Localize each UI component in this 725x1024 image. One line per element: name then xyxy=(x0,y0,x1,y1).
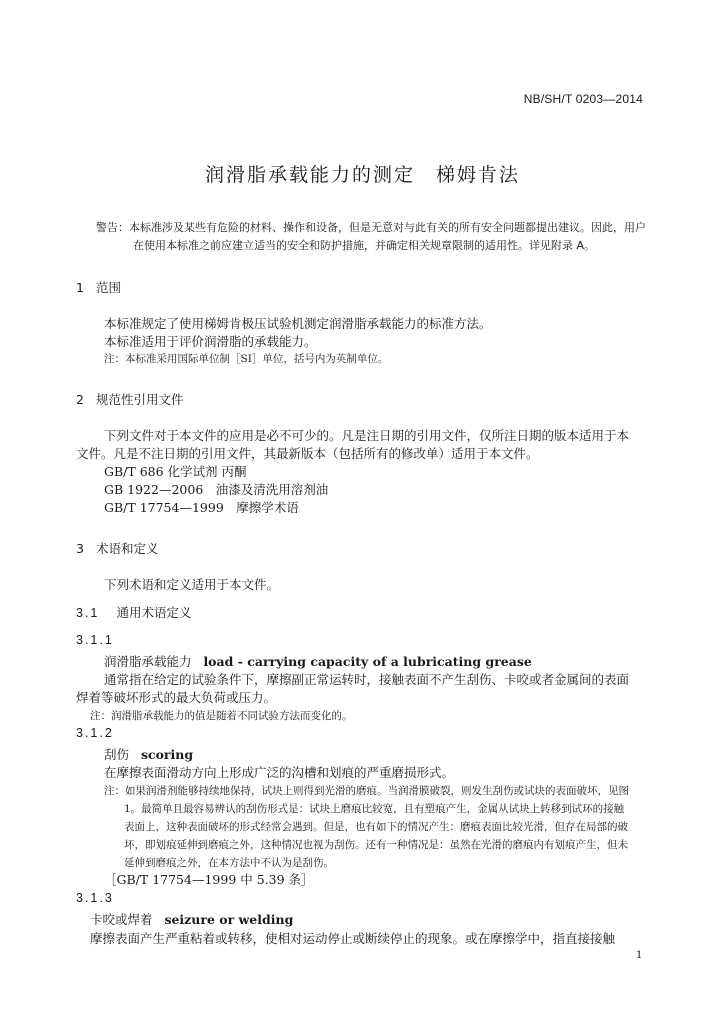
clause-3-1-1-definition-line-1: 通常指在给定的试验条件下，摩擦副正常运转时，接触表面不产生刮伤、卡咬或者金属间的表面 xyxy=(104,672,630,687)
clause-3-1-1-definition-line-2: 焊着等破坏形式的最大负荷或压力。 xyxy=(76,690,277,705)
clause-3-1-2-note-line-2: 1。最简单且最容易辨认的刮伤形式是：试块上磨痕比较宽，且有塑痕产生，金属从试块上转移到试环的接触 xyxy=(124,803,625,815)
term-chinese: 卡咬或焊着 xyxy=(90,912,153,927)
clause-3-1-2-source: ［GB/T 17754—1999 中 5.39 条］ xyxy=(104,872,314,887)
term-chinese: 润滑脂承载能力 xyxy=(104,654,192,669)
clause-3-1-2-number: 3.1.2 xyxy=(76,726,114,740)
section-2-paragraph-line-1: 下列文件对于本文件的应用是必不可少的。凡是注日期的引用文件，仅所注日期的版本适用于本 xyxy=(104,428,630,443)
warning-line-2: 在使用本标准之前应建立适当的安全和防护措施，并确定相关规章限制的适用性。详见附录 A。 xyxy=(133,239,596,252)
term-english: seizure or welding xyxy=(164,912,294,927)
section-3-number: 3 xyxy=(76,541,84,556)
clause-3-1-3-term xyxy=(90,910,293,928)
clause-3-1-3-definition-line-1: 摩擦表面产生严重粘着或转移，使相对运动停止或断续停止的现象。或在摩擦学中，指直接接触 xyxy=(90,931,616,946)
clause-3-1-2-note-line-5: 延伸到磨痕之外，在本方法中不认为是刮伤。 xyxy=(124,857,334,869)
reference-item: GB/T 686 化学试剂 丙酮 xyxy=(104,464,247,479)
document-title: 润滑脂承载能力的测定 梯姆肯法 xyxy=(204,164,520,186)
term-english: load - carrying capacity of a lubricating grease xyxy=(203,654,532,669)
section-2-title: 规范性引用文件 xyxy=(96,392,184,407)
section-1-note: 注：本标准采用国际单位制［SI］单位，括号内为英制单位。 xyxy=(104,353,389,365)
section-3-heading xyxy=(76,539,159,557)
section-3-paragraph: 下列术语和定义适用于本文件。 xyxy=(104,577,280,592)
standard-number: NB/SH/T 0203—2014 xyxy=(523,92,643,106)
section-1-paragraph-1: 本标准规定了使用梯姆肯极压试验机测定润滑脂承载能力的标准方法。 xyxy=(104,316,492,331)
subsection-3-1-title: 通用术语定义 xyxy=(116,605,192,620)
clause-3-1-2-note-line-4: 坏，即划痕延伸到磨痕之外，这种情况也视为刮伤。还有一种情况是：虽然在光滑的磨痕内有划痕产生，但未 xyxy=(124,839,628,851)
subsection-3-1-number: 3.1 xyxy=(76,606,100,620)
clause-3-1-2-note-line-3: 表面上，这种表面破坏的形式经常会遇到。但是，也有如下的情况产生：磨痕表面比较光滑，但存在局部的破 xyxy=(124,821,628,833)
clause-3-1-2-definition: 在摩擦表面滑动方向上形成广泛的沟槽和划痕的严重磨损形式。 xyxy=(104,765,455,780)
section-3-title: 术语和定义 xyxy=(96,541,159,556)
subsection-3-1-heading xyxy=(76,602,192,621)
clause-3-1-3-number: 3.1.3 xyxy=(76,891,114,905)
term-english: scoring xyxy=(140,747,194,762)
clause-3-1-2-note-line-1: 注：如果润滑剂能够持续地保持，试块上则得到光滑的磨痕。当润滑膜破裂，则发生刮伤或试块的表面破坏，见图 xyxy=(104,785,629,797)
clause-3-1-1-note: 注：润滑脂承载能力的值是随着不同试验方法而变化的。 xyxy=(90,710,353,722)
section-1-title: 范围 xyxy=(96,280,122,295)
section-2-heading xyxy=(76,390,184,408)
reference-item: GB 1922—2006 油漆及清洗用溶剂油 xyxy=(104,482,329,497)
section-2-paragraph-line-2: 文件。凡是不注日期的引用文件，其最新版本（包括所有的修改单）适用于本文件。 xyxy=(76,446,539,461)
section-1-paragraph-2: 本标准适用于评价润滑脂的承载能力。 xyxy=(104,334,317,349)
term-chinese: 刮伤 xyxy=(104,747,130,762)
section-1-heading xyxy=(76,278,121,296)
section-1-number: 1 xyxy=(76,280,84,295)
clause-3-1-1-number: 3.1.1 xyxy=(76,633,114,647)
clause-3-1-2-term xyxy=(104,745,193,763)
clause-3-1-1-term xyxy=(104,652,532,670)
warning-line-1: 警告：本标准涉及某些有危险的材料、操作和设备，但是无意对与此有关的所有安全问题都提出建议。因此，用户 xyxy=(96,221,646,234)
reference-item: GB/T 17754—1999 摩擦学术语 xyxy=(104,500,299,515)
section-2-number: 2 xyxy=(76,392,84,407)
page-number: 1 xyxy=(636,950,643,961)
